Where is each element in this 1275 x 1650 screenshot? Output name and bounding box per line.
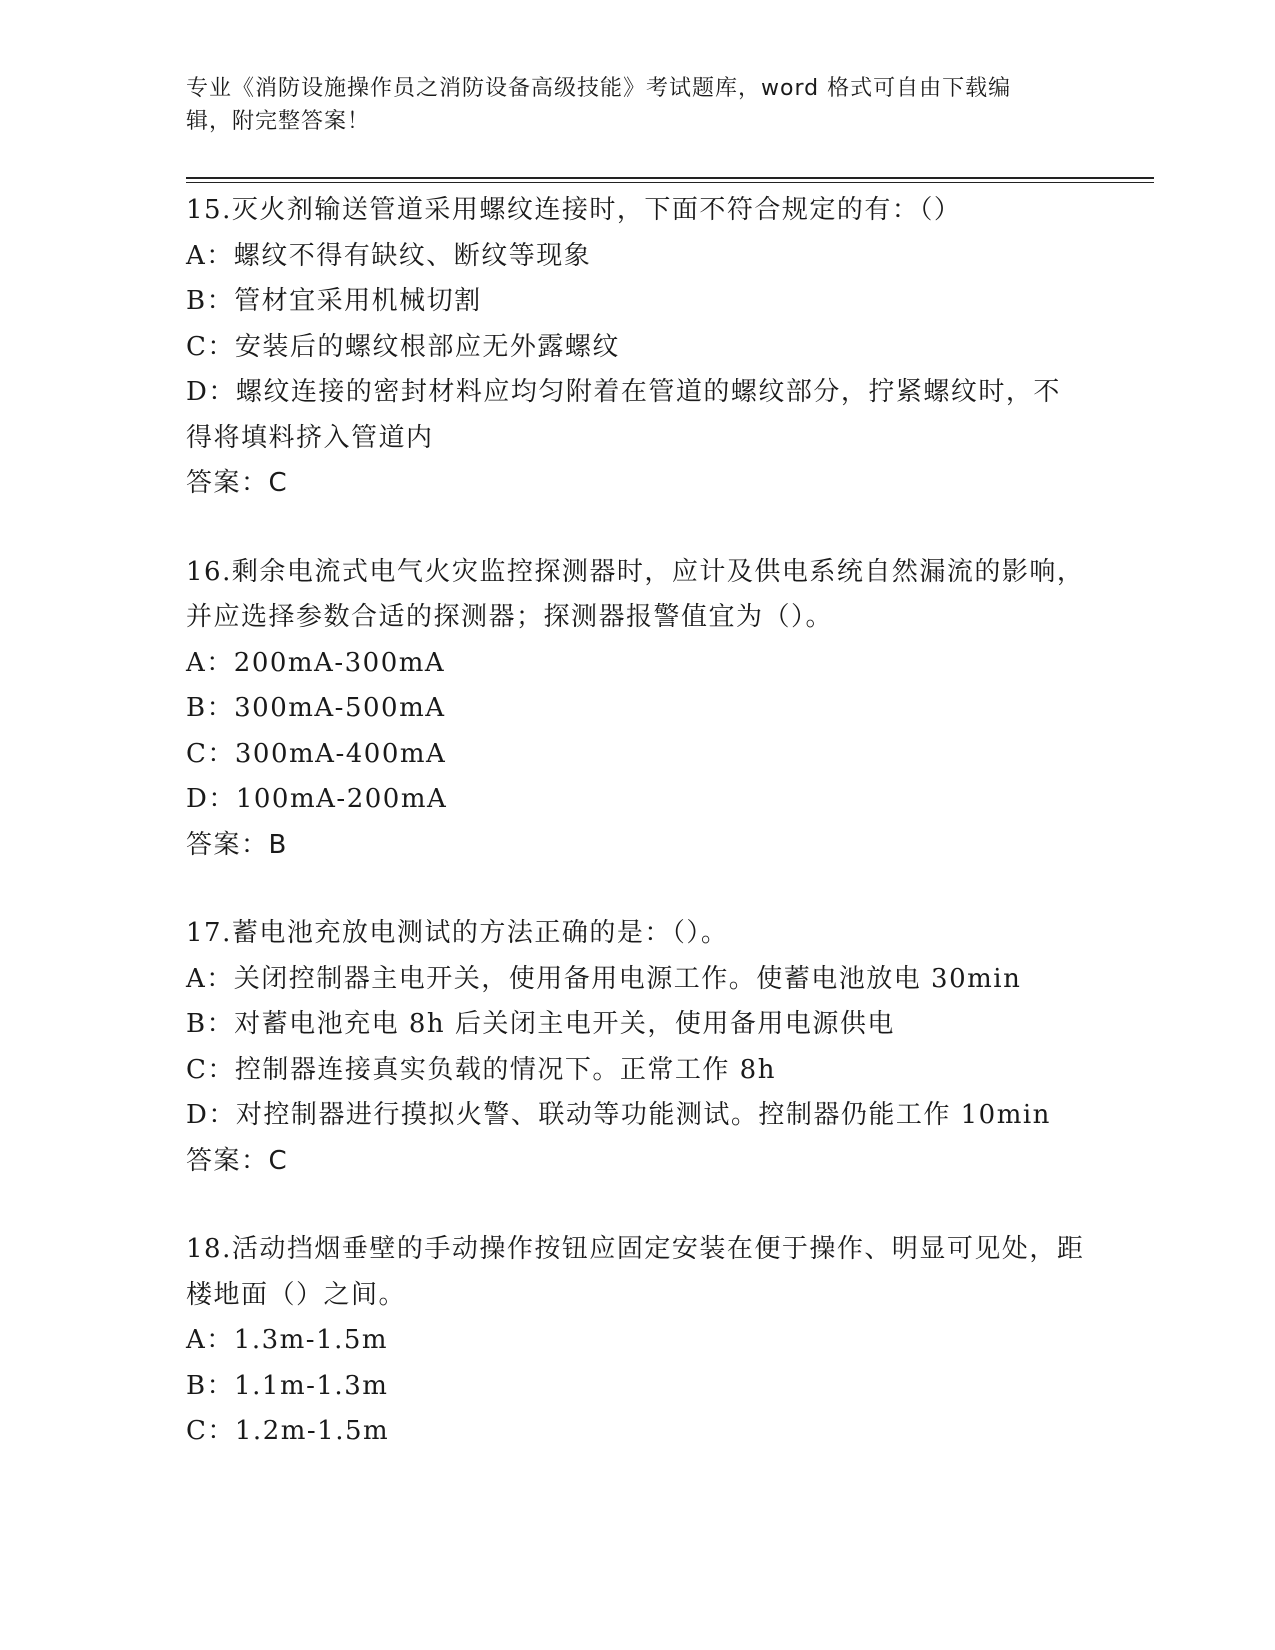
header-line-1: 专业《消防设施操作员之消防设备高级技能》考试题库，word 格式可自由下载编 [186,76,1012,101]
question-text: 16.剩余电流式电气火灾监控探测器时，应计及供电系统自然漏流的影响，并应选择参数合适的探测器；探测器报警值宜为（）。 [186,556,1085,632]
question-text: 17.蓄电池充放电测试的方法正确的是：（）。 [186,918,729,948]
question-16 [186,550,1086,869]
option-c: C：300mA-400mA [186,738,447,769]
option-d: D：100mA-200mA [186,784,448,814]
option-d: D：对控制器进行摸拟火警、联动等功能测试。控制器仍能工作 10min [186,1100,1051,1130]
option-b: B：300mA-500mA [186,693,446,723]
question-text: 15.灭火剂输送管道采用螺纹连接时，下面不符合规定的有：（） [186,195,962,225]
question-15 [186,188,1086,507]
header-line-2: 辑，附完整答案！ [186,109,371,134]
question-18 [186,1227,1086,1455]
option-a: A：200mA-300mA [186,647,446,678]
option-b: B：管材宜采用机械切割 [186,286,482,316]
option-a: A：螺纹不得有缺纹、断纹等现象 [186,240,592,271]
option-b: B：对蓄电池充电 8h 后关闭主电开关，使用备用电源供电 [186,1009,895,1039]
question-17 [186,911,1086,1184]
answer: 答案：C [186,1145,289,1176]
question-list [186,188,1086,1498]
answer: 答案：C [186,468,289,498]
header-divider-thin [186,182,1154,183]
option-a: A：1.3m-1.5m [186,1325,389,1355]
header-divider-thick [186,177,1154,179]
option-d: D：螺纹连接的密封材料应均匀附着在管道的螺纹部分，拧紧螺纹时，不得将填料挤入管道内 [186,377,1061,453]
answer: 答案：B [186,829,288,860]
option-c: C：1.2m-1.5m [186,1416,390,1446]
option-c: C：安装后的螺纹根部应无外露螺纹 [186,331,620,362]
option-b: B：1.1m-1.3m [186,1370,389,1401]
option-c: C：控制器连接真实负载的情况下。正常工作 8h [186,1054,776,1085]
document-header [186,72,1086,138]
option-a: A：关闭控制器主电开关，使用备用电源工作。使蓄电池放电 30min [186,963,1022,994]
question-text: 18.活动挡烟垂壁的手动操作按钮应固定安装在便于操作、明显可见处，距楼地面（）之间。 [186,1234,1085,1310]
